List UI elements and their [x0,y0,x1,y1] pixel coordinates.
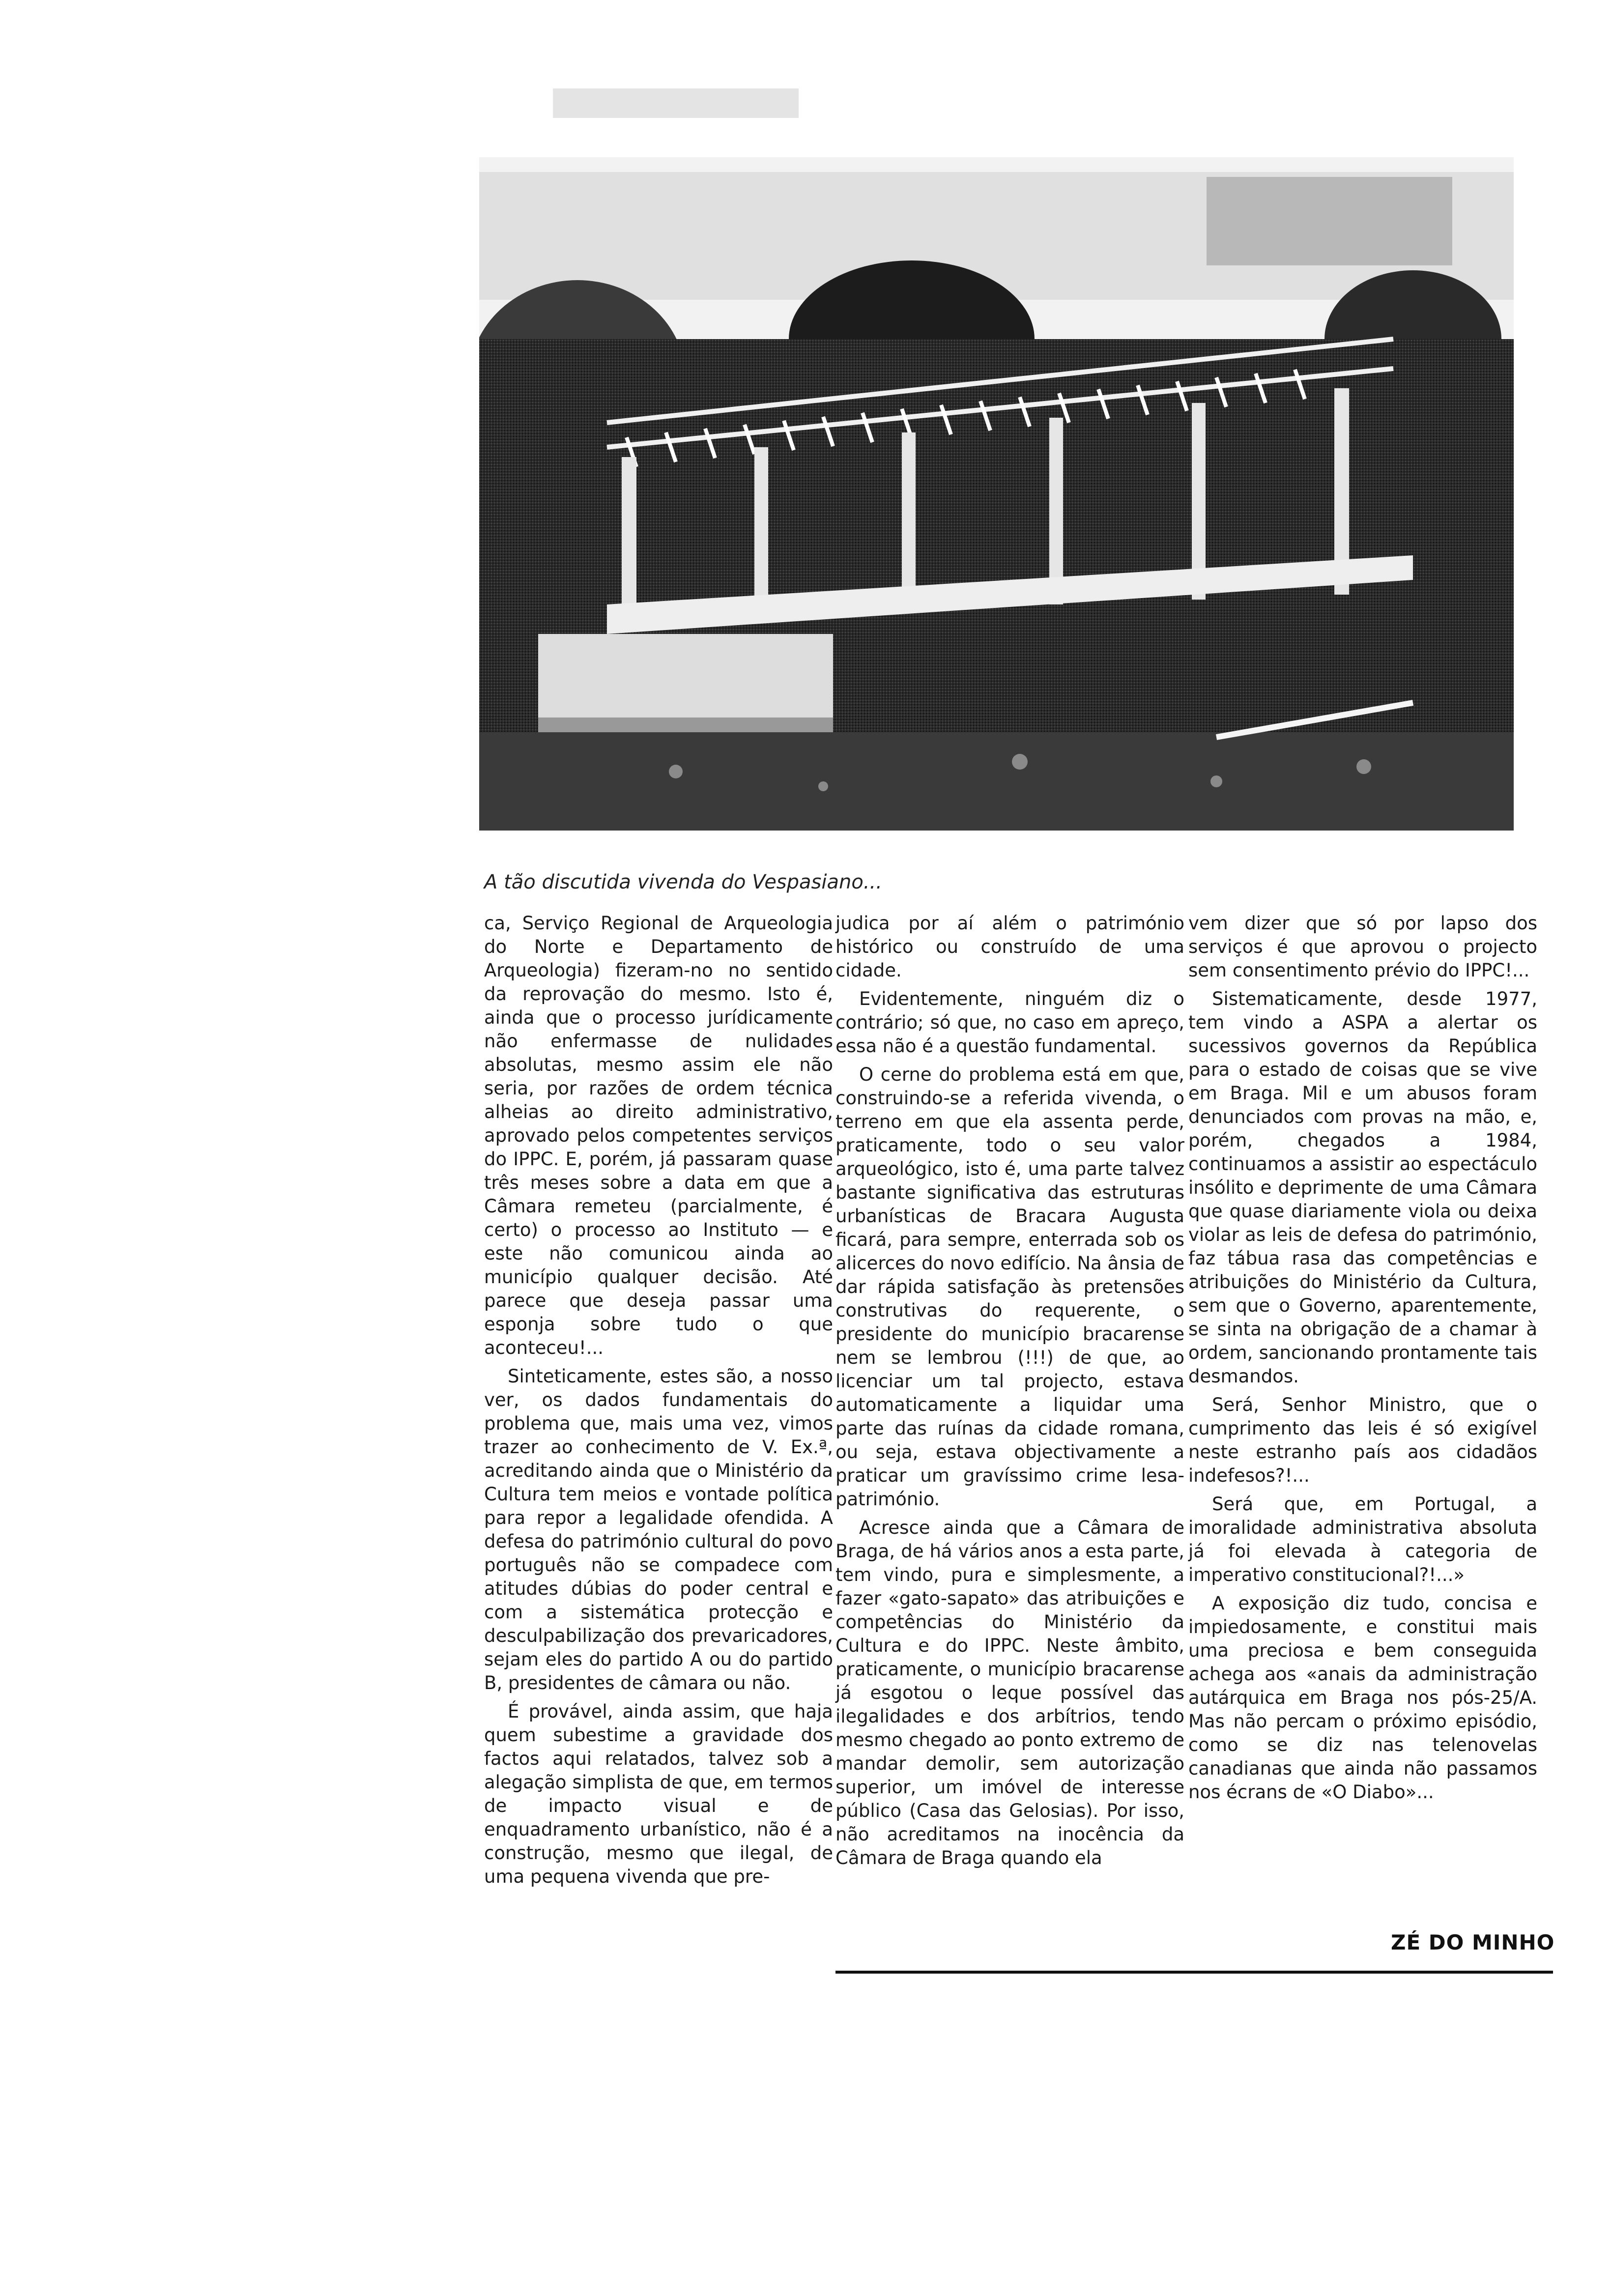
paragraph: Será, Senhor Ministro, que o cumprimento das leis é só exigível neste estranho país aos cidadãos indefesos?!... [1188,1394,1537,1486]
article-photo [479,84,1514,831]
article-column-1 [484,912,833,1894]
paragraph: Sistematicamente, desde 1977, tem vindo a ASPA a alertar os sucessivos governos da República para o estado de coisas que se vive em Braga. Mil e um abusos foram denunciados com provas na mão, e, porém, chegados a 1984, continuamos a assistir ao espectáculo insólito e deprimente de uma Câmara que quase diariamente viola ou deixa violar as leis de defesa do património, faz tábua rasa das competências e atribuições do Ministério da Cultura, sem que o Governo, aparentemente, se sinta na obrigação de a chamar à ordem, sancionando prontamente tais desmandos. [1188,988,1537,1387]
paragraph: É provável, ainda assim, que haja quem subestime a gravidade dos factos aqui relatados, talvez sob a alegação simplista de que, em termos de impacto visual e de enquadramento urbanístico, não é a construção, mesmo que ilegal, de uma pequena vivenda que pre- [484,1701,833,1887]
paragraph: vem dizer que só por lapso dos serviços é que aprovou o projecto sem consentimento prévio do IPPC!... [1188,913,1537,981]
paragraph: O cerne do problema está em que, construindo-se a referida vivenda, o terreno em que ela assenta perde, praticamente, todo o seu valor arqueológico, isto é, uma parte talvez bastante significativa das estruturas urbanísticas de Bracara Augusta ficará, para sempre, enterrada sob os alicerces do novo edifício. Na ânsia de dar rápida satisfação às pretensões construtivas do requerente, o presidente do município bracarense nem se lembrou (!!!) de que, ao licenciar um tal projecto, estava automaticamente a liquidar uma parte das ruínas da cidade romana, ou seja, estava objectivamente a praticar um gravíssimo crime lesa-património. [835,1064,1184,1510]
paragraph: Será que, em Portugal, a imoralidade administrativa absoluta já foi elevada à categoria de imperativo constitucional?!...» [1188,1493,1537,1585]
article-column-2 [835,912,1184,1875]
paragraph: judica por aí além o património histórico ou construído de uma cidade. [835,913,1184,981]
paragraph: Acresce ainda que a Câmara de Braga, de há vários anos a esta parte, tem vindo, pura e simplesmente, a fazer «gato-sapato» das atribuições e competências do Ministério da Cultura e do IPPC. Neste âmbito, praticamente, o município bracarense já esgotou o leque possível das ilegalidades e dos arbítrios, tendo mesmo chegado ao ponto extremo de mandar demolir, sem autorização superior, um imóvel de interesse público (Casa das Gelosias). Por isso, não acreditamos na inocência da Câmara de Braga quando ela [835,1517,1184,1868]
author-signature: ZÉ DO MINHO [1391,1930,1555,1954]
paragraph: Sinteticamente, estes são, a nosso ver, os dados fundamentais do problema que, mais uma vez, vimos trazer ao conhecimento de V. Ex.ª, acreditando ainda que o Ministério da Cultura tem meios e vontade política para repor a legalidade ofendida. A defesa do património cultural do povo português não se compadece com atitudes dúbias do poder central e com a sistemática protecção e desculpabilização dos prevaricadores, sejam eles do partido A ou do partido B, presidentes de câmara ou não. [484,1366,833,1693]
bottom-rule [835,1971,1553,1974]
article-column-3 [1188,912,1537,1809]
paragraph: A exposição diz tudo, concisa e impiedosamente, e constitui mais uma preciosa e bem conseguida achega aos «anais da administração autárquica em Braga nos pós-25/A. Mas não percam o próximo episódio, como se diz nas telenovelas canadianas que ainda não passamos nos écrans de «O Diabo»... [1188,1593,1537,1803]
photo-caption: A tão discutida vivenda do Vespasiano... [484,871,882,893]
paragraph: Evidentemente, ninguém diz o contrário; só que, no caso em apreço, essa não é a questão fundamental. [835,988,1184,1057]
paragraph: ca, Serviço Regional de Arqueologia do Norte e Departamento de Arqueologia) fizeram-no no sentido da reprovação do mesmo. Isto é, ainda que o processo jurídicamente não enfermasse de nulidades absolutas, mesmo assim ele não seria, por razões de ordem técnica alheias ao direito administrativo, aprovado pelos competentes serviços do IPPC. E, porém, já passaram quase três meses sobre a data em que a Câmara remeteu (parcialmente, é certo) o processo ao Instituto — e este não comunicou ainda ao município qualquer decisão. Até parece que deseja passar uma esponja sobre tudo o que aconteceu!... [484,913,833,1358]
